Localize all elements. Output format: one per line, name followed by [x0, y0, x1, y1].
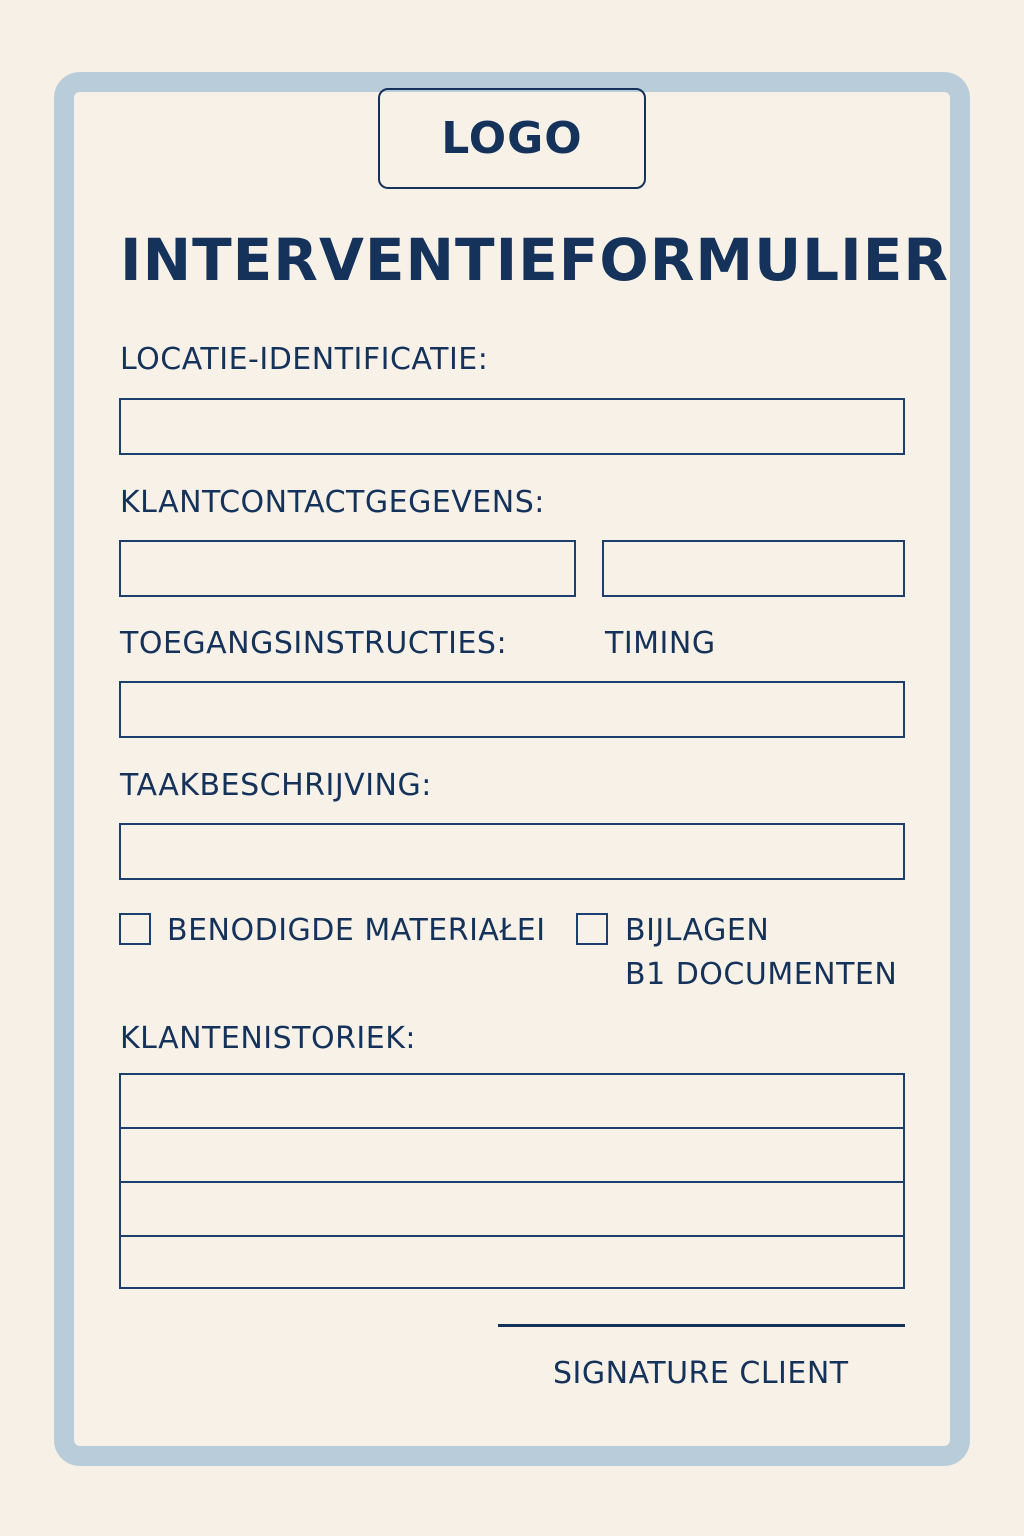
form-title: INTERVENTIEFORMULIER [120, 226, 949, 294]
history-row[interactable] [121, 1237, 903, 1291]
signature-line[interactable] [498, 1324, 905, 1327]
timing-label: TIMING [605, 626, 716, 661]
logo [378, 88, 646, 189]
logo-text: LOGO [441, 113, 583, 164]
history-row[interactable] [121, 1075, 903, 1129]
history-row[interactable] [121, 1183, 903, 1237]
history-label: KLANTENISTORIEK: [120, 1021, 417, 1056]
history-row[interactable] [121, 1129, 903, 1183]
history-table [119, 1073, 905, 1289]
signature-label: SIGNATURE CLIENT [553, 1356, 849, 1391]
materials-label: BENODIGDE MATERIAŁEI [167, 913, 546, 948]
task-input[interactable] [119, 823, 905, 880]
location-label: LOCATIE-IDENTIFICATIE: [120, 342, 489, 377]
contact-input-secondary[interactable] [602, 540, 905, 597]
location-input[interactable] [119, 398, 905, 455]
access-label: TOEGANGSINSTRUCTIES: [120, 626, 508, 661]
materials-checkbox[interactable] [119, 913, 151, 945]
attachments-label-line2: B1 DOCUMENTEN [625, 957, 898, 992]
attachments-label-line1: BIJLAGEN [625, 913, 770, 948]
contact-input-primary[interactable] [119, 540, 576, 597]
access-input[interactable] [119, 681, 905, 738]
contact-label: KLANTCONTACTGEGEVENS: [120, 485, 545, 520]
task-label: TAAKBESCHRIJVING: [120, 768, 432, 803]
attachments-checkbox[interactable] [576, 913, 608, 945]
